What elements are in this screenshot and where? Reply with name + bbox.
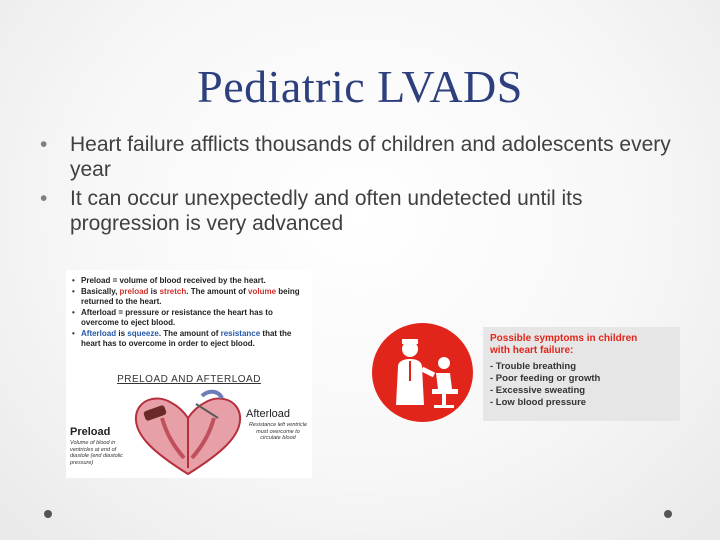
doctor-patient-icon (372, 323, 473, 422)
bullet-list (30, 132, 690, 240)
bullet-dot-icon: • (40, 133, 48, 156)
definition-item: • Afterload is squeeze. The amount of resistance that the heart has to overcome in order to eject blood. (72, 328, 292, 348)
bullet-text: It can occur unexpectedly and often undetected until its progression is very advanced (70, 187, 583, 235)
symptom-item: - Poor feeding or growth (490, 373, 601, 384)
symptom-item: - Low blood pressure (490, 397, 587, 408)
symptoms-figure (372, 323, 680, 422)
figure-heading: PRELOAD AND AFTERLOAD (117, 374, 261, 385)
arrow-bullet-icon: • (72, 328, 75, 338)
symptoms-box (483, 327, 680, 421)
definition-item: • Basically, preload is stretch. The amount of volume being returned to the heart. (72, 286, 300, 306)
bullet-text: Heart failure afflicts thousands of children and adolescents every year (70, 133, 671, 181)
preload-description: Volume of blood in ventricles at end of diastole (end diastolic pressure) (70, 440, 123, 466)
bullet-item (30, 132, 690, 182)
definition-item: • Preload = volume of blood received by the heart. (72, 276, 266, 285)
bullet-dot-icon: • (40, 187, 48, 210)
preload-afterload-figure (66, 270, 312, 478)
arrow-bullet-icon: • (72, 307, 75, 317)
slide-title: Pediatric LVADS (197, 61, 523, 112)
afterload-description: Resistance left ventricle must overcome to circulate blood (248, 422, 308, 441)
corner-dot-icon (44, 510, 52, 518)
afterload-label: Afterload (246, 408, 291, 420)
symptom-item: - Trouble breathing (490, 361, 577, 372)
corner-dot-icon (664, 510, 672, 518)
preload-label: Preload (70, 426, 111, 438)
arrow-bullet-icon: • (72, 276, 75, 285)
symptom-item: - Excessive sweating (490, 385, 586, 396)
arrow-bullet-icon: • (72, 286, 75, 296)
symptoms-heading: Possible symptoms in children with heart failure: (490, 333, 638, 356)
heart-illustration (126, 388, 250, 478)
bullet-item (30, 186, 690, 236)
symptoms-list (490, 361, 600, 409)
figure-definition-list (72, 276, 310, 350)
definition-item: • Afterload = pressure or resistance the heart has to overcome to eject blood. (72, 307, 273, 327)
